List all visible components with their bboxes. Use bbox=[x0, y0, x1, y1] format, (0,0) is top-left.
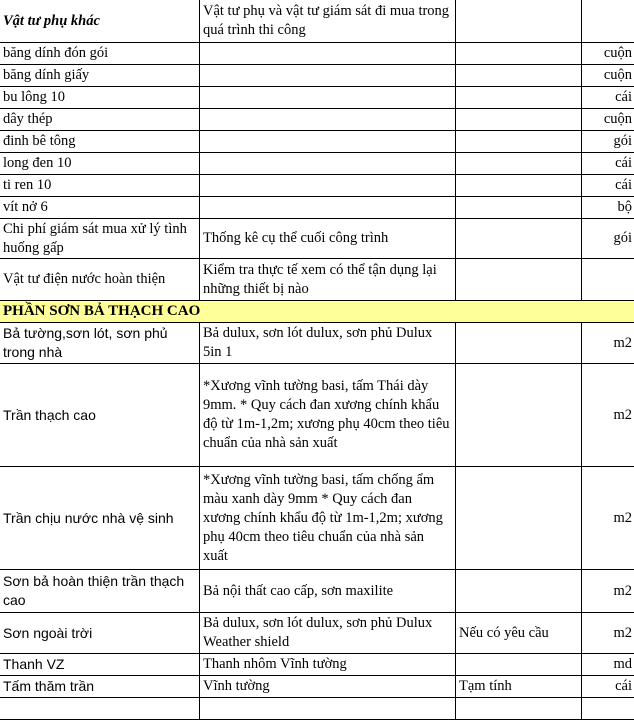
table-row bbox=[0, 197, 634, 219]
table-row bbox=[0, 87, 634, 109]
row-name-cell[interactable]: Vật tư phụ khác bbox=[0, 0, 200, 43]
row-name-cell[interactable]: long đen 10 bbox=[0, 153, 200, 175]
row-note-cell[interactable] bbox=[456, 153, 582, 175]
row-name-cell[interactable]: bu lông 10 bbox=[0, 87, 200, 109]
row-name-cell[interactable]: Vật tư điện nước hoàn thiện bbox=[0, 259, 200, 301]
row-note-cell[interactable] bbox=[456, 87, 582, 109]
table-row bbox=[0, 175, 634, 197]
table-row bbox=[0, 0, 634, 43]
row-unit-cell[interactable]: m2 bbox=[582, 364, 634, 467]
table-row bbox=[0, 467, 634, 570]
row-unit-cell[interactable]: cái bbox=[582, 153, 634, 175]
row-name-cell[interactable]: Tấm thăm trần bbox=[0, 676, 200, 698]
row-name-cell[interactable]: vít nở 6 bbox=[0, 197, 200, 219]
table-row bbox=[0, 613, 634, 654]
row-desc-cell[interactable]: *Xương vĩnh tường basi, tấm Thái dày 9mm. * Quy cách đan xương chính khẩu độ từ 1m-1,2m; xương phụ 40cm theo tiêu chuẩn của nhà sản xuất bbox=[200, 364, 456, 467]
table-row bbox=[0, 570, 634, 613]
row-note-cell[interactable] bbox=[456, 323, 582, 364]
row-name-cell[interactable]: Bả tường,sơn lót, sơn phủ trong nhà bbox=[0, 323, 200, 364]
row-note-cell[interactable] bbox=[456, 364, 582, 467]
row-name-cell[interactable]: băng dính đón gói bbox=[0, 43, 200, 65]
row-unit-cell[interactable]: cuộn bbox=[582, 65, 634, 87]
row-note-cell[interactable] bbox=[456, 467, 582, 570]
row-unit-cell[interactable]: m2 bbox=[582, 467, 634, 570]
table-row bbox=[0, 131, 634, 153]
row-desc-cell[interactable]: Vật tư phụ và vật tư giám sát đi mua trong quá trình thi công bbox=[200, 0, 456, 43]
row-note-cell[interactable] bbox=[456, 197, 582, 219]
row-note-cell[interactable]: Tạm tính bbox=[456, 676, 582, 698]
row-note-cell[interactable] bbox=[456, 109, 582, 131]
row-note-cell[interactable] bbox=[456, 654, 582, 676]
section-header-row bbox=[0, 301, 634, 323]
row-note-cell[interactable]: Nếu có yêu cầu bbox=[456, 613, 582, 654]
row-name-cell[interactable]: Trần chịu nước nhà vệ sinh bbox=[0, 467, 200, 570]
table-row bbox=[0, 654, 634, 676]
section-title[interactable]: PHẦN SƠN BẢ THẠCH CAO bbox=[0, 301, 634, 323]
row-name-cell[interactable]: Sơn bả hoàn thiện trần thạch cao bbox=[0, 570, 200, 613]
row-unit-cell[interactable] bbox=[582, 0, 634, 43]
row-desc-cell[interactable] bbox=[200, 131, 456, 153]
row-unit-cell[interactable]: gói bbox=[582, 219, 634, 259]
row-desc-cell[interactable] bbox=[200, 43, 456, 65]
table-row bbox=[0, 364, 634, 467]
row-name-cell[interactable]: Sơn ngoài trời bbox=[0, 613, 200, 654]
row-note-cell[interactable] bbox=[456, 219, 582, 259]
row-desc-cell[interactable] bbox=[200, 109, 456, 131]
row-desc-cell[interactable]: Bả dulux, sơn lót dulux, sơn phủ Dulux 5in 1 bbox=[200, 323, 456, 364]
row-desc-cell[interactable] bbox=[200, 65, 456, 87]
row-unit-cell[interactable]: bộ bbox=[582, 197, 634, 219]
row-desc-cell[interactable]: Bả nội thất cao cấp, sơn maxilite bbox=[200, 570, 456, 613]
row-name-cell[interactable]: Thanh VZ bbox=[0, 654, 200, 676]
table-row bbox=[0, 109, 634, 131]
table-row bbox=[0, 65, 634, 87]
table-row bbox=[0, 259, 634, 301]
row-name-cell[interactable]: dây thép bbox=[0, 109, 200, 131]
row-unit-cell[interactable]: cuộn bbox=[582, 109, 634, 131]
row-unit-cell[interactable]: cái bbox=[582, 175, 634, 197]
row-name-cell[interactable]: đinh bê tông bbox=[0, 131, 200, 153]
row-unit-cell[interactable]: m2 bbox=[582, 613, 634, 654]
row-unit-cell[interactable]: cái bbox=[582, 676, 634, 698]
table-row bbox=[0, 219, 634, 259]
row-note-cell[interactable] bbox=[456, 0, 582, 43]
table-row bbox=[0, 676, 634, 698]
row-desc-cell[interactable]: Bả dulux, sơn lót dulux, sơn phủ Dulux Weather shield bbox=[200, 613, 456, 654]
row-note-cell[interactable] bbox=[456, 65, 582, 87]
row-desc-cell[interactable] bbox=[200, 87, 456, 109]
row-name-cell[interactable]: băng dính giấy bbox=[0, 65, 200, 87]
row-unit-cell[interactable]: gói bbox=[582, 131, 634, 153]
row-desc-cell[interactable] bbox=[200, 175, 456, 197]
row-note-cell[interactable] bbox=[456, 259, 582, 301]
table-row bbox=[0, 153, 634, 175]
row-unit-cell[interactable]: m2 bbox=[582, 570, 634, 613]
row-note-cell[interactable] bbox=[456, 131, 582, 153]
row-unit-cell[interactable]: cuộn bbox=[582, 43, 634, 65]
row-unit-cell[interactable]: cái bbox=[582, 87, 634, 109]
row-desc-cell[interactable]: *Xương vĩnh tường basi, tấm chống ẩm màu xanh dày 9mm * Quy cách đan xương chính khẩu độ từ 1m-1,2m; xương phụ 40cm theo tiêu chuẩn của nhà sản xuất bbox=[200, 467, 456, 570]
row-desc-cell[interactable]: Kiểm tra thực tế xem có thể tận dụng lại những thiết bị nào bbox=[200, 259, 456, 301]
row-desc-cell[interactable] bbox=[200, 197, 456, 219]
row-desc-cell[interactable]: Thống kê cụ thể cuối công trình bbox=[200, 219, 456, 259]
row-unit-cell[interactable] bbox=[582, 259, 634, 301]
row-unit-cell[interactable]: m2 bbox=[582, 323, 634, 364]
row-note-cell[interactable] bbox=[456, 570, 582, 613]
row-note-cell[interactable] bbox=[456, 175, 582, 197]
row-name-cell[interactable]: ti ren 10 bbox=[0, 175, 200, 197]
row-desc-cell[interactable] bbox=[200, 153, 456, 175]
row-unit-cell[interactable]: md bbox=[582, 654, 634, 676]
table-row bbox=[0, 323, 634, 364]
row-note-cell[interactable] bbox=[456, 43, 582, 65]
table-row bbox=[0, 43, 634, 65]
row-desc-cell[interactable]: Thanh nhôm Vĩnh tường bbox=[200, 654, 456, 676]
row-desc-cell[interactable]: Vĩnh tường bbox=[200, 676, 456, 698]
row-name-cell[interactable]: Chi phí giám sát mua xử lý tình huống gấp bbox=[0, 219, 200, 259]
row-name-cell[interactable]: Trần thạch cao bbox=[0, 364, 200, 467]
